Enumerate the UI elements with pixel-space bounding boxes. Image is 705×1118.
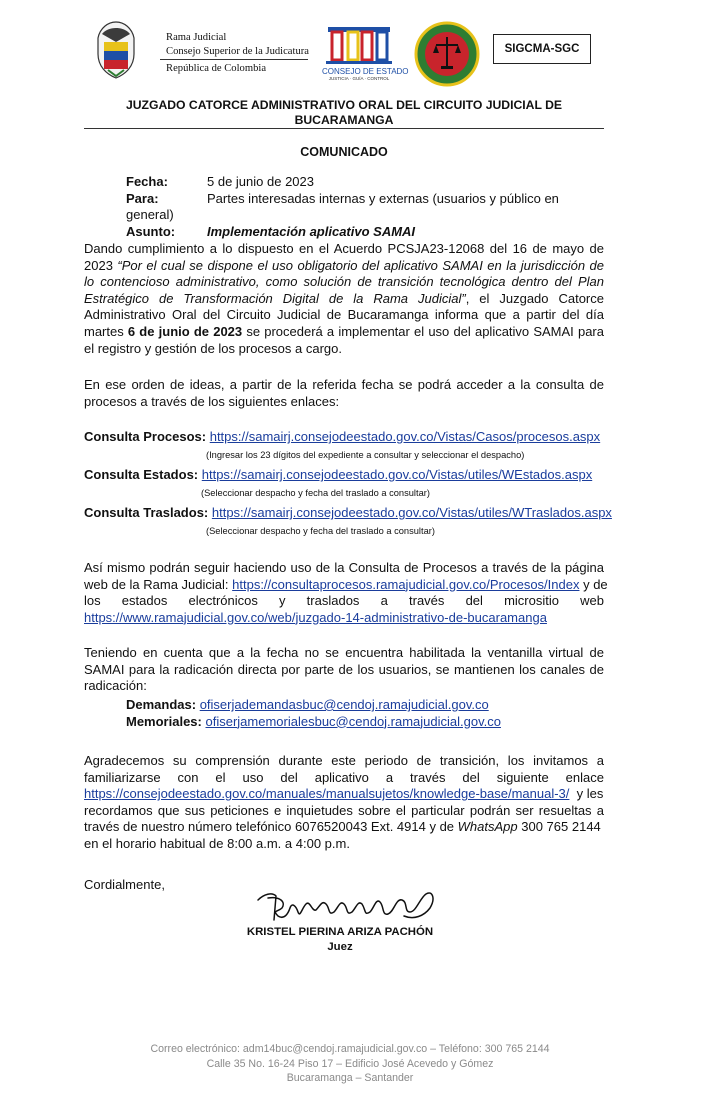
demandas-email-link[interactable]: ofiserjademandasbuc@cendoj.ramajudicial.gov.co: [199, 697, 489, 712]
p5-line4: recordamos que sus peticiones e inquietudes sobre el particular podrán ser resueltas a: [84, 802, 604, 818]
footer-line3: Bucaramanga – Santander: [286, 1072, 414, 1084]
consulta-traslados-link[interactable]: https://samairj.consejodeestado.gov.co/Vistas/utiles/WTraslados.aspx: [211, 505, 612, 520]
consulta-traslados: [84, 505, 614, 539]
consulta-procesos-note: (Ingresar los 23 dígitos del expediente a consultar y seleccionar el despacho): [206, 449, 525, 460]
org-line2: Consejo Superior de la Judicatura: [166, 45, 309, 57]
court-line2: BUCARAMANGA: [294, 113, 394, 127]
memoriales-label: Memoriales:: [126, 713, 202, 729]
court-name: [84, 98, 604, 128]
signer-name: KRISTEL PIERINA ARIZA PACHÓN: [246, 926, 434, 938]
manual-link[interactable]: https://consejodeestado.gov.co/manuales/manualsujetos/knowledge-base/manual-3/: [84, 786, 570, 802]
fecha-value: 5 de junio de 2023: [207, 174, 314, 189]
footer: [40, 1042, 660, 1086]
p5-whatsapp: WhatsApp: [457, 819, 518, 835]
sigcma-box: [493, 34, 591, 64]
org-divider: [160, 59, 308, 60]
paragraph-1: [84, 241, 604, 357]
p1-c: , el Juzgado Catorce Administrativo Oral del Circuito Judicial de Bucaramanga informa que a partir del día martes: [84, 290, 604, 339]
fecha-label: Fecha:: [126, 174, 168, 189]
signer-block: [220, 925, 460, 954]
org-line1: Rama Judicial: [166, 32, 227, 43]
meta-block: [126, 174, 606, 240]
asunto-label: Asunto:: [126, 223, 176, 239]
email-demandas: [126, 697, 606, 714]
consulta-procesos: [84, 429, 614, 463]
org-line3: República de Colombia: [166, 63, 267, 74]
header-rule: [84, 128, 604, 129]
p1-date: 6 de junio de 2023: [127, 323, 243, 339]
p5-line6: en el horario habitual de 8:00 a.m. a 4:00 p.m.: [84, 835, 350, 851]
footer-line1: Correo electrónico: adm14buc@cendoj.ramajudicial.gov.co – Teléfono: 300 765 2144: [150, 1043, 550, 1055]
micrositio-link[interactable]: https://www.ramajudicial.gov.co/web/juzgado-14-administrativo-de-bucaramanga: [84, 609, 547, 625]
sigcma-label: SIGCMA-SGC: [504, 43, 580, 55]
email-block: [126, 697, 606, 730]
asunto-value: Implementación aplicativo SAMAI: [207, 223, 416, 239]
p1-a: Dando cumplimiento a lo dispuesto en el Acuerdo PCSJA23-12068 del 16 de mayo de 2023: [84, 241, 604, 273]
cuerpo-colegiado-seal: [414, 19, 480, 89]
consulta-traslados-label: Consulta Traslados:: [84, 505, 209, 520]
p5-line1: Agradecemos su comprensión durante este periodo de transición, los invitamos a: [84, 753, 604, 768]
p1-e: se procederá a implementar el uso del aplicativo SAMAI para el registro y gestión de los procesos a cargo.: [84, 323, 604, 356]
signer-role: Juez: [327, 940, 353, 953]
rama-judicial-logo: [94, 20, 138, 82]
consulta-estados-label: Consulta Estados:: [84, 467, 199, 482]
p5-line5-post: 300 765 2144: [517, 819, 601, 835]
doc-title: COMUNICADO: [300, 145, 388, 159]
closing: Cordialmente,: [84, 877, 165, 892]
consejo-de-estado-logo: [322, 23, 409, 85]
consulta-estados-note: (Seleccionar despacho y fecha del traslado a consultar): [201, 487, 430, 498]
footer-line2: Calle 35 No. 16-24 Piso 17 – Edificio José Acevedo y Gómez: [206, 1057, 494, 1070]
p3-post: y de: [579, 576, 608, 592]
org-block: [166, 31, 309, 76]
consejo-label: CONSEJO DE ESTADO: [322, 67, 409, 76]
p3-pre: web de la Rama Judicial:: [84, 576, 233, 592]
paragraph-3: [84, 560, 608, 626]
handwritten-signature: [254, 886, 440, 928]
consulta-estados: [84, 467, 614, 501]
paragraph-5: [84, 753, 604, 853]
p3-line3: los estados electrónicos y traslados a través del micrositio web: [84, 593, 604, 609]
paragraph-4: Teniendo en cuenta que a la fecha no se encuentra habilitada la ventanilla virtual de SAMAI para la radicación directa por parte de los usuarios, se mantienen los canales de radicación:: [84, 645, 604, 694]
consulta-procesos-label: Consulta Procesos:: [84, 429, 207, 444]
p3-line2: [84, 576, 608, 594]
para-value: Partes interesadas internas y externas (usuarios y público en general): [126, 190, 559, 223]
meta-para: [126, 191, 606, 224]
consulta-procesos-rama-link[interactable]: https://consultaprocesos.ramajudicial.gov.co/Procesos/Index: [232, 576, 580, 592]
p5-line3: [84, 786, 604, 803]
p1-decree-title: “Por el cual se dispone el uso obligatorio del aplicativo SAMAI en la jurisdicción de lo contencioso administrativo, como solución de transición tecnológica dentro del Plan Estratégico de Transformación Digital de la Rama Judicial”: [84, 257, 604, 306]
meta-asunto: [126, 224, 606, 241]
p5-line5-pre: través de nuestro número telefónico 6076520043 Ext. 4914 y de: [84, 819, 458, 835]
demandas-label: Demandas:: [126, 697, 197, 712]
consejo-motto: JUSTICIA · GUÍA · CONTROL: [328, 76, 390, 81]
email-memoriales: [126, 714, 606, 731]
para-label: Para:: [126, 190, 159, 206]
p5-line5: [84, 819, 604, 836]
p3-line1: Así mismo podrán seguir haciendo uso de la Consulta de Procesos a través de la página: [84, 560, 604, 575]
memoriales-email-link[interactable]: ofiserjamemorialesbuc@cendoj.ramajudicial.gov.co: [205, 713, 501, 729]
paragraph-2: En ese orden de ideas, a partir de la referida fecha se podrá acceder a la consulta de procesos a través de los siguientes enlaces:: [84, 377, 604, 409]
p5-line2: familiarizarse con el uso del aplicativo a través del siguiente enlace: [84, 769, 604, 785]
meta-fecha: [126, 174, 606, 191]
consulta-traslados-note: (Seleccionar despacho y fecha del traslado a consultar): [206, 525, 435, 536]
consulta-estados-link[interactable]: https://samairj.consejodeestado.gov.co/Vistas/utiles/WEstados.aspx: [201, 467, 593, 482]
consulta-procesos-link[interactable]: https://samairj.consejodeestado.gov.co/Vistas/Casos/procesos.aspx: [209, 429, 601, 444]
p5-line3-post: y les: [569, 786, 604, 802]
court-line1: JUZGADO CATORCE ADMINISTRATIVO ORAL DEL CIRCUITO JUDICIAL DE: [125, 98, 563, 112]
